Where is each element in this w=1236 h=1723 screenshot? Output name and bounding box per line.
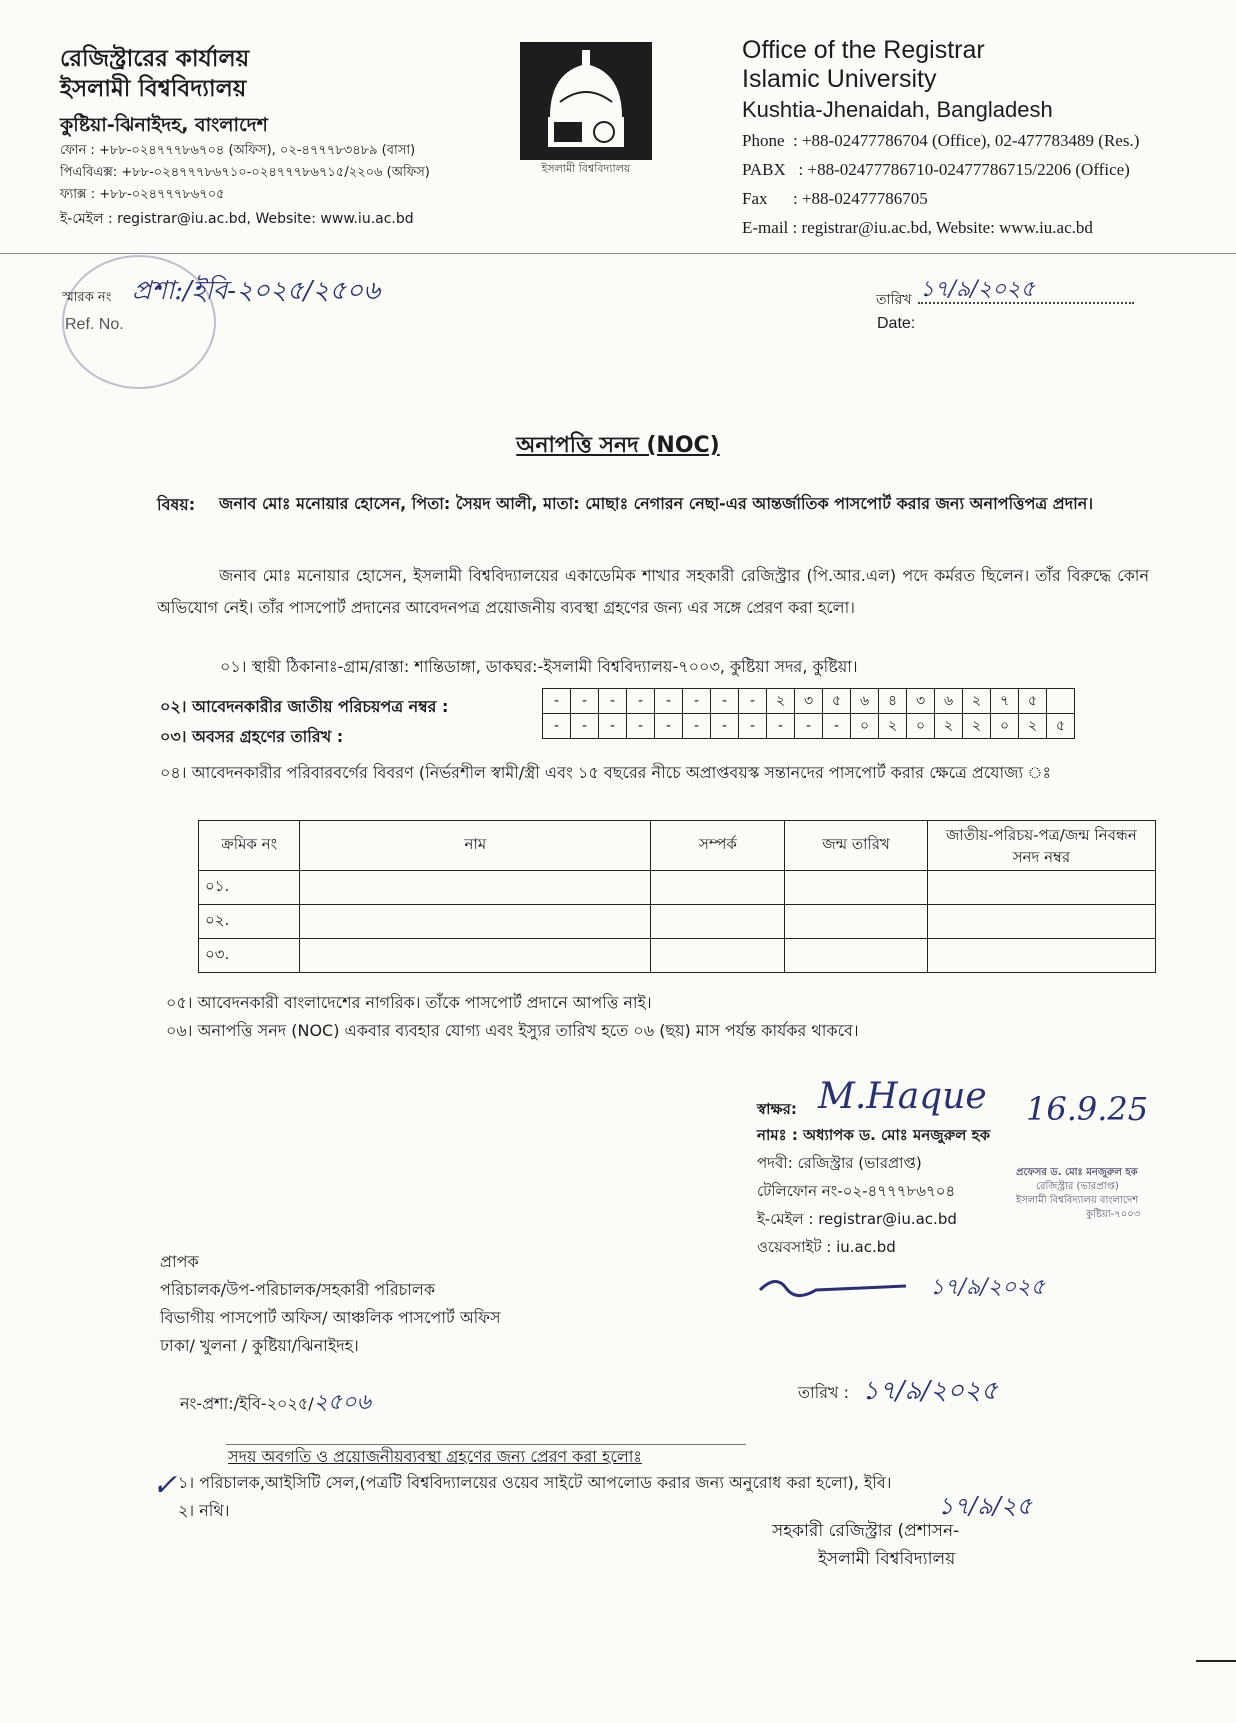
nid-cell: ৭: [991, 689, 1019, 714]
footer-date-hand: ১৭/৯/২০২৫: [862, 1376, 998, 1406]
retire-cell: -: [795, 714, 823, 739]
retire-cell: -: [739, 714, 767, 739]
retire-cell: ২: [1019, 714, 1047, 739]
nid-cell: -: [739, 689, 767, 714]
retire-cell: ২: [879, 714, 907, 739]
bn-email: ই-মেইল : registrar@iu.ac.bd, Website: www.iu.ac.bd: [60, 211, 414, 227]
registrar-signature: M.Haque: [818, 1076, 987, 1117]
col-nid: জাতীয়-পরিচয়-পত্র/জন্ম নিবন্ধন সনদ নম্বর: [927, 821, 1155, 871]
recipient-label: প্রাপক: [160, 1252, 199, 1271]
registrar-stamp: [1016, 1166, 1216, 1222]
en-fax: Fax : +88-02477786705: [742, 189, 928, 208]
retire-cell: -: [823, 714, 851, 739]
cc-item-1: ১। পরিচালক,আইসিটি সেল,(পত্রটি বিশ্ববিদ্যালয়ের ওয়েব সাইটে আপলোড করার জন্য অনুরোধ করা হলো), ইবি।: [178, 1473, 892, 1492]
asst-registrar-title: সহকারী রেজিস্ট্রার (প্রশাসন-: [772, 1521, 960, 1541]
ref-label-en: Ref. No.: [65, 316, 124, 333]
en-office-title: Office of the Registrar: [742, 36, 985, 64]
ref-label-bn: স্মারক নং: [62, 290, 112, 305]
nid-cell: [1047, 689, 1075, 714]
letterhead-bn: [60, 44, 500, 232]
sign-label: স্বাক্ষর:: [757, 1100, 797, 1118]
signature-date: 16.9.25: [1026, 1090, 1149, 1128]
row-serial: ০৩.: [199, 939, 300, 973]
subject-label: বিষয়:: [157, 495, 196, 514]
subject-text: জনাব মোঃ মনোয়ার হোসেন, পিতা: সৈয়দ আলী, মাতা: মোছাঃ নেগারন নেছা-এর আন্তর্জাতিক পাসপোর্ট করার জন্য অনাপত্তিপত্র প্রদান।: [219, 494, 1094, 513]
nid-cell: -: [599, 689, 627, 714]
signatory-email: ই-মেইল : registrar@iu.ac.bd: [757, 1210, 957, 1228]
nid-grid: [542, 688, 1075, 739]
check-mark: ✓: [152, 1468, 178, 1503]
item-2-label: ০২। আবেদনকারীর জাতীয় পরিচয়পত্র নম্বর :: [160, 697, 449, 716]
table-row: [199, 871, 1156, 905]
retire-cell: -: [571, 714, 599, 739]
col-name: নাম: [300, 821, 651, 871]
retire-cell: -: [599, 714, 627, 739]
retire-cell: ০: [907, 714, 935, 739]
logo-caption: ইসলামী বিশ্ববিদ্যালয়: [541, 162, 631, 175]
stamp-line: কুষ্টিয়া-৭০০৩: [1086, 1209, 1141, 1220]
signatory-website: ওয়েবসাইট : iu.ac.bd: [757, 1238, 896, 1256]
memo-hand: ২৫০৬: [313, 1390, 371, 1415]
nid-cell: ৫: [1019, 689, 1047, 714]
retire-cell: -: [627, 714, 655, 739]
nid-cell: -: [683, 689, 711, 714]
document-title: অনাপত্তি সনদ (NOC): [516, 433, 720, 458]
asst-registrar-university: ইসলামী বিশ্ববিদ্যালয়: [818, 1549, 956, 1569]
recipient-line: বিভাগীয় পাসপোর্ট অফিস/ আঞ্চলিক পাসপোর্ট অফিস: [160, 1308, 501, 1327]
cc-item-2: ২। নথি।: [178, 1501, 230, 1520]
recipient-line: ঢাকা/ খুলনা / কুষ্টিয়া/ঝিনাইদহ।: [160, 1336, 359, 1355]
bn-phone: ফোন : +৮৮-০২৪৭৭৭৮৬৭০৪ (অফিস), ০২-৪৭৭৭৮৩৪৮৯ (বাসা): [60, 143, 416, 158]
stamp-line: প্রফেসর ড. মোঃ মনজুরুল হক: [1016, 1167, 1138, 1178]
retire-cell: -: [711, 714, 739, 739]
date-label-bn: তারিখ: [876, 292, 912, 308]
memo-number: [180, 1385, 371, 1422]
item-5-citizen: ০৫। আবেদনকারী বাংলাদেশের নাগরিক। তাঁকে পাসপোর্ট প্রদানে আপত্তি নাই।: [166, 993, 652, 1012]
nid-cell: -: [627, 689, 655, 714]
nid-cell: ৫: [823, 689, 851, 714]
nid-cell: -: [711, 689, 739, 714]
date-value: ১৭/৯/২০২৫: [920, 277, 1035, 302]
nid-cell: ৬: [851, 689, 879, 714]
nid-cell: -: [571, 689, 599, 714]
recipient-block: [160, 1248, 501, 1360]
item-3-label: ০৩। অবসর গ্রহণের তারিখ :: [160, 727, 344, 746]
table-row: [199, 905, 1156, 939]
en-email: E-mail : registrar@iu.ac.bd, Website: www.iu.ac.bd: [742, 218, 1093, 237]
date-underline: [918, 302, 1134, 304]
stamp-line: রেজিস্ট্রার (ভারপ্রাপ্ত): [1036, 1181, 1119, 1192]
university-logo: [520, 42, 652, 160]
nid-cell: ৩: [795, 689, 823, 714]
nid-cell: ৪: [879, 689, 907, 714]
nid-cell: ৬: [935, 689, 963, 714]
item-6-validity: ০৬। অনাপত্তি সনদ (NOC) একবার ব্যবহার যোগ্য এবং ইস্যুর তারিখ হতে ০৬ (ছয়) মাস পর্যন্ত কার্যকর থাকবে।: [166, 1021, 859, 1040]
retire-cell: ২: [935, 714, 963, 739]
nid-cell: -: [655, 689, 683, 714]
cc-heading: সদয় অবগতি ও প্রয়োজনীয়ব্যবস্থা গ্রহণের জন্য প্রেরণ করা হলোঃ: [228, 1447, 642, 1466]
col-birthdate: জন্ম তারিখ: [785, 821, 927, 871]
en-phone: Phone : +88-02477786704 (Office), 02-477783489 (Res.): [742, 131, 1140, 150]
bn-university-title: ইসলামী বিশ্ববিদ্যালয়: [60, 76, 247, 102]
bn-location: কুষ্টিয়া-ঝিনাইদহ, বাংলাদেশ: [60, 114, 268, 136]
signatory-designation: পদবী: রেজিস্ট্রার (ভারপ্রাপ্ত): [757, 1154, 922, 1172]
retire-cell: ০: [991, 714, 1019, 739]
nid-cell: -: [543, 689, 571, 714]
retire-cell: -: [543, 714, 571, 739]
signatory-phone: টেলিফোন নং-০২-৪৭৭৭৮৬৭০৪: [757, 1182, 956, 1200]
col-relation: সম্পর্ক: [651, 821, 785, 871]
table-row: [199, 939, 1156, 973]
bn-pabx: পিএবিএক্স: +৮৮-০২৪৭৭৭৮৬৭১০-০২৪৭৭৭৮৬৭১৫/২২০৬ (অফিস): [60, 165, 430, 180]
bn-fax: ফ্যাক্স : +৮৮-০২৪৭৭৭৮৬৭০৫: [60, 187, 225, 202]
retire-cell: -: [655, 714, 683, 739]
family-table: [198, 820, 1156, 973]
row-serial: ০২.: [199, 905, 300, 939]
en-pabx: PABX : +88-02477786710-02477786715/2206 (Office): [742, 160, 1130, 179]
stamp-line: ইসলামী বিশ্ববিদ্যালয় বাংলাদেশ: [1016, 1195, 1139, 1206]
nid-cell: ২: [767, 689, 795, 714]
row-serial: ০১.: [199, 871, 300, 905]
letterhead-en: [742, 36, 1212, 242]
bn-office-title: রেজিস্ট্রারের কার্যালয়: [60, 46, 250, 72]
second-signature-date: ১৭/৯/২০২৫: [930, 1275, 1045, 1300]
item-4-family: ০৪। আবেদনকারীর পরিবারবর্গের বিবরণ (নির্ভরশীল স্বামী/স্ত্রী এবং ১৫ বছরের নীচে অপ্রাপ্তবয়স্ক সন্তানদের পাসপোর্ট করার ক্ষেত্রে প্রযোজ্য ঃ: [160, 763, 1052, 782]
body-paragraph: জনাব মোঃ মনোয়ার হোসেন, ইসলামী বিশ্ববিদ্যালয়ের একাডেমিক শাখার সহকারী রেজিস্ট্রার (পি.আর.এল) পদে কর্মরত ছিলেন। তাঁর বিরুদ্ধে কোন অভিযোগ নেই। তাঁর পাসপোর্ট প্রদানের আবেদনপত্র প্রয়োজনীয় ব্যবস্থা গ্রহণের জন্য এর সঙ্গে প্রেরণ করা হলো।: [157, 566, 1149, 617]
nid-cell: ২: [963, 689, 991, 714]
memo-prefix: নং-প্রশা:/ইবি-২০২৫/: [180, 1394, 314, 1413]
item-1-address: ০১। স্থায়ী ঠিকানাঃ-গ্রাম/রাস্তা: শান্তিডাঙ্গা, ডাকঘর:-ইসলামী বিশ্ববিদ্যালয়-৭০০৩, কুষ্টিয়া সদর, কুষ্টিয়া।: [220, 657, 858, 676]
nid-cell: ৩: [907, 689, 935, 714]
recipient-line: পরিচালক/উপ-পরিচালক/সহকারী পরিচালক: [160, 1280, 436, 1299]
retire-cell: ০: [851, 714, 879, 739]
asst-sign-date: ১৭/৯/২৫: [938, 1492, 1033, 1520]
signatory-name: নামঃ : অধ্যাপক ড. মোঃ মনজুরুল হক: [757, 1126, 990, 1144]
en-university-title: Islamic University: [742, 65, 937, 93]
letterhead-divider: [0, 253, 1236, 254]
retire-cell: ৫: [1047, 714, 1075, 739]
retire-cell: -: [767, 714, 795, 739]
ref-number: প্রশা:/ইবি-২০২৫/২৫০৬: [132, 276, 381, 306]
footer-date-label: তারিখ :: [798, 1383, 850, 1402]
page-edge-mark: [1196, 1660, 1236, 1662]
en-location: Kushtia-Jhenaidah, Bangladesh: [742, 97, 1053, 122]
date-label-en: Date:: [877, 315, 916, 332]
retire-cell: -: [683, 714, 711, 739]
retire-cell: ২: [963, 714, 991, 739]
col-serial: ক্রমিক নং: [199, 821, 300, 871]
second-signature-stroke: [756, 1270, 916, 1300]
